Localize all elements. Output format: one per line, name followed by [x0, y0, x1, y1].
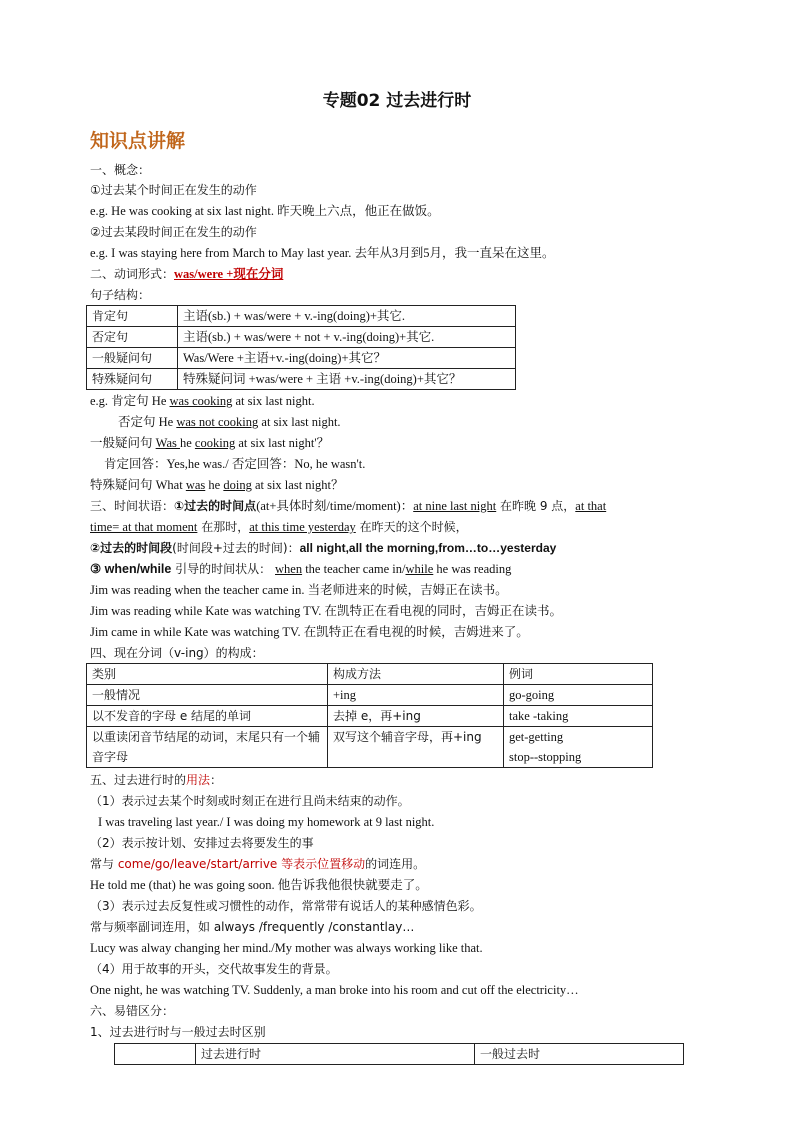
table-row	[87, 685, 653, 706]
comparison-table	[114, 1043, 684, 1065]
table-cell: 一般情况	[87, 685, 328, 706]
s2-form: was/were +现在分词	[174, 267, 284, 281]
text: 特殊疑问句 What	[90, 478, 186, 492]
s5-usage-3-example: Lucy was alway changing her mind./My mother was always working like that.	[90, 941, 483, 955]
text: 引导的时间状从：	[171, 562, 275, 576]
text: 在昨天的这个时候，	[355, 520, 468, 534]
underlined-text: time= at that moment	[90, 520, 198, 534]
table-cell: +ing	[328, 685, 504, 706]
table-row	[87, 369, 516, 390]
eg-positive	[90, 393, 315, 409]
table-cell: 特殊疑问句	[87, 369, 178, 390]
s5-usage-2-note	[90, 856, 425, 872]
text: at six last night.	[258, 415, 341, 429]
text: he was reading	[433, 562, 512, 576]
table-header	[115, 1044, 196, 1065]
underlined-text: was not cooking	[176, 415, 259, 429]
participle-table	[86, 663, 653, 768]
s2-struct-label: 句子结构：	[90, 288, 151, 302]
table-header: 一般过去时	[475, 1044, 684, 1065]
s1-point-2: ②过去某段时间正在发生的动作	[90, 225, 257, 239]
text: (at+具体时刻/time/moment)：	[256, 499, 414, 513]
text: ：	[210, 773, 223, 787]
table-row	[87, 706, 653, 727]
s2-form-line	[90, 266, 283, 282]
s5-usage-4-example: One night, he was watching TV. Suddenly, a man broke into his room and cut off the electricity…	[90, 983, 579, 997]
text: 在昨晚 9 点，	[496, 499, 576, 513]
s5-usage-1-example: I was traveling last year./ I was doing my homework at 9 last night.	[98, 815, 435, 829]
text: 三、时间状语：	[90, 499, 175, 513]
s3-line-3	[90, 540, 556, 556]
table-cell: 以不发音的字母 e 结尾的单词	[87, 706, 328, 727]
text: 五、过去进行时的	[90, 773, 187, 787]
table-header-row	[115, 1044, 684, 1065]
s1-example-2: e.g. I was staying here from March to May last year. 去年从3月到5月，我一直呆在这里。	[90, 246, 555, 260]
table-cell: 肯定句	[87, 306, 178, 327]
s6-label: 六、易错区分：	[90, 1004, 175, 1018]
underlined-text: was cooking	[169, 394, 233, 408]
s5-usage-4: （4）用于故事的开头，交代故事发生的背景。	[90, 962, 338, 976]
section-heading: 知识点讲解	[90, 130, 186, 152]
s5-label	[90, 772, 222, 788]
eg-answers: 肯定回答：Yes,he was./ 否定回答：No, he wasn't.	[104, 457, 366, 471]
table-cell: Was/Were +主语+v.-ing(doing)+其它？	[178, 348, 516, 369]
text: 用法	[186, 773, 211, 787]
underlined-text: at this time yesterday	[249, 520, 356, 534]
table-cell	[504, 727, 653, 768]
text: 否定句 He	[118, 415, 177, 429]
text: ①过去的时间点	[174, 499, 257, 513]
s2-label: 二、动词形式：	[90, 267, 175, 281]
text: 一般疑问句	[90, 436, 156, 450]
table-cell: 一般疑问句	[87, 348, 178, 369]
s3-line-1	[90, 498, 606, 514]
table-cell: take -taking	[504, 706, 653, 727]
table-cell: 以重读闭音节结尾的动词，末尾只有一个辅音字母	[87, 727, 328, 768]
table-row	[87, 306, 516, 327]
s1-example-1: e.g. He was cooking at six last night. 昨天晚上六点，他正在做饭。	[90, 204, 440, 218]
table-row	[87, 727, 653, 768]
s6-subheading: 1、过去进行时与一般过去时区别	[90, 1025, 266, 1039]
text: all night,all the morning,from…to…yesterday	[299, 541, 557, 555]
s3-example-3: Jim came in while Kate was watching TV. 在凯特正在看电视的时候，吉姆进来了。	[90, 625, 529, 639]
text: ②过去的时间段	[90, 541, 173, 555]
table-cell: 主语(sb.) + was/were + v.-ing(doing)+其它.	[178, 306, 516, 327]
text: (时间段+过去的时间)：	[172, 541, 300, 555]
table-header: 构成方法	[328, 664, 504, 685]
table-row	[87, 348, 516, 369]
s5-usage-3: （3）表示过去反复性或习惯性的动作，常常带有说话人的某种感情色彩。	[90, 899, 482, 913]
underlined-text: when	[275, 562, 303, 576]
s3-line-4	[90, 561, 511, 577]
text: at six last night.	[232, 394, 315, 408]
structure-table	[86, 305, 516, 390]
s3-example-2: Jim was reading while Kate was watching TV. 在凯特正在看电视的同时，吉姆正在读书。	[90, 604, 563, 618]
s3-line-2	[90, 519, 468, 535]
table-header: 例词	[504, 664, 653, 685]
text: at six last night'？	[235, 436, 330, 450]
table-cell: 主语(sb.) + was/were + not + v.-ing(doing)+其它.	[178, 327, 516, 348]
underlined-text: Was	[155, 436, 180, 450]
text: the teacher came in/	[302, 562, 406, 576]
table-header: 过去进行时	[196, 1044, 475, 1065]
text: 常与	[90, 857, 118, 871]
eg-special-question	[90, 477, 344, 493]
text: ③ when/while	[90, 562, 172, 576]
example-word: get-getting	[509, 730, 564, 744]
eg-negative	[118, 414, 341, 430]
table-cell: 双写这个辅音字母，再+ing	[328, 727, 504, 768]
s1-label: 一、概念：	[90, 163, 151, 177]
page-title: 专题02 过去进行时	[322, 91, 472, 111]
example-word: stop--stopping	[509, 750, 582, 764]
table-cell: 否定句	[87, 327, 178, 348]
text: come/go/leave/start/arrive 等表示位置移动	[117, 857, 366, 871]
underlined-text: at that	[575, 499, 607, 513]
underlined-text: cooking	[194, 436, 236, 450]
table-cell: go-going	[504, 685, 653, 706]
table-row	[87, 327, 516, 348]
text: e.g. 肯定句 He	[90, 394, 170, 408]
underlined-text: was	[185, 478, 206, 492]
s1-point-1: ①过去某个时间正在发生的动作	[90, 183, 257, 197]
s5-usage-1: （1）表示过去某个时刻或时刻正在进行且尚未结束的动作。	[90, 794, 410, 808]
text: at six last night？	[251, 478, 344, 492]
text: 的词连用。	[365, 857, 426, 871]
text: he	[205, 478, 224, 492]
s5-usage-2-example: He told me (that) he was going soon. 他告诉我他很快就要走了。	[90, 878, 428, 892]
table-cell: 特殊疑问词 +was/were + 主语 +v.-ing(doing)+其它？	[178, 369, 516, 390]
text: he	[179, 436, 195, 450]
s5-usage-2: （2）表示按计划、安排过去将要发生的事	[90, 836, 314, 850]
s5-usage-3-note: 常与频率副词连用，如 always /frequently /constantlay…	[90, 920, 415, 934]
s4-label: 四、现在分词（v-ing）的构成：	[90, 646, 264, 660]
eg-question	[90, 435, 329, 451]
table-header: 类别	[87, 664, 328, 685]
underlined-text: at nine last night	[413, 499, 497, 513]
table-cell: 去掉 e，再+ing	[328, 706, 504, 727]
s3-example-1: Jim was reading when the teacher came in. 当老师进来的时候，吉姆正在读书。	[90, 583, 508, 597]
text: 在那时，	[197, 520, 250, 534]
table-header-row	[87, 664, 653, 685]
underlined-text: while	[405, 562, 434, 576]
underlined-text: doing	[223, 478, 252, 492]
